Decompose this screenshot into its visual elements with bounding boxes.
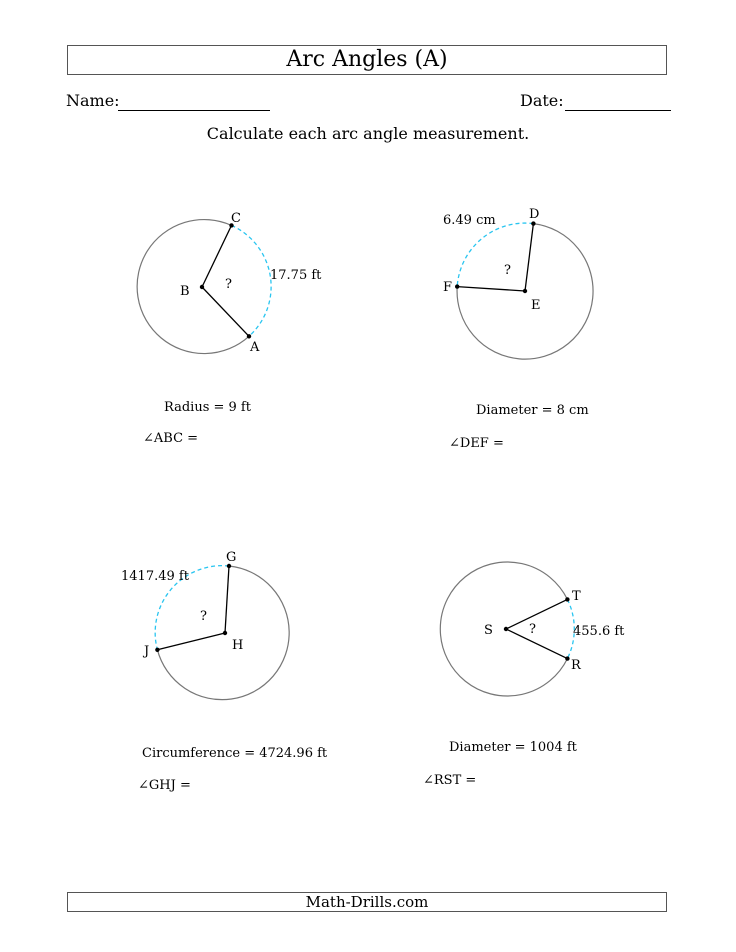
label-f: F xyxy=(443,280,453,295)
radius-2b xyxy=(457,287,525,291)
label-r: R xyxy=(571,658,581,673)
point-s xyxy=(504,627,508,631)
arc-length-4: 455.6 ft xyxy=(573,624,625,639)
radius-4a xyxy=(506,599,567,629)
arc-length-3: 1417.49 ft xyxy=(121,569,189,584)
date-label: Date: xyxy=(520,91,564,110)
footer: Math-Drills.com xyxy=(67,892,667,912)
answer-label-1: ∠ABC = xyxy=(143,431,199,446)
question-mark-4: ? xyxy=(529,622,536,637)
arc-2 xyxy=(457,223,533,287)
arc-1 xyxy=(232,225,272,336)
problem-4-figure xyxy=(440,562,625,696)
label-g: G xyxy=(226,550,237,565)
label-t: T xyxy=(572,589,581,604)
point-d xyxy=(531,221,535,225)
label-e: E xyxy=(531,298,541,313)
given-4: Diameter = 1004 ft xyxy=(449,740,577,755)
problem-1-figure xyxy=(137,211,322,355)
answer-label-2: ∠DEF = xyxy=(449,436,504,451)
point-j xyxy=(155,648,159,652)
point-e xyxy=(523,289,527,293)
instructions: Calculate each arc angle measurement. xyxy=(206,124,530,143)
answer-label-4: ∠RST = xyxy=(423,773,477,788)
point-h xyxy=(223,631,227,635)
arc-length-2: 6.49 cm xyxy=(443,213,496,228)
arc-length-1: 17.75 ft xyxy=(270,268,322,283)
radius-2a xyxy=(525,224,533,291)
label-b: B xyxy=(180,284,190,299)
given-3: Circumference = 4724.96 ft xyxy=(142,746,328,761)
label-j: J xyxy=(144,644,150,659)
radius-1b xyxy=(202,287,249,336)
worksheet-title: Arc Angles (A) xyxy=(67,45,667,75)
radius-3a xyxy=(225,566,229,633)
answer-label-3: ∠GHJ = xyxy=(138,778,191,793)
point-f xyxy=(455,284,459,288)
problem-2-figure xyxy=(443,207,593,359)
question-mark-3: ? xyxy=(200,609,207,624)
label-h: H xyxy=(232,638,244,653)
circle-1 xyxy=(137,220,249,354)
given-1: Radius = 9 ft xyxy=(164,400,251,415)
label-c: C xyxy=(231,211,241,226)
question-mark-1: ? xyxy=(225,277,232,292)
label-a: A xyxy=(250,340,260,355)
name-label: Name: xyxy=(66,91,120,110)
problem-3-figure xyxy=(121,550,289,700)
point-b xyxy=(200,285,204,289)
given-2: Diameter = 8 cm xyxy=(476,403,589,418)
point-a xyxy=(247,334,251,338)
question-mark-2: ? xyxy=(504,263,511,278)
label-s: S xyxy=(484,623,493,638)
point-r xyxy=(565,656,569,660)
radius-3b xyxy=(157,633,225,650)
point-t xyxy=(565,597,569,601)
radius-4b xyxy=(506,629,567,659)
label-d: D xyxy=(529,207,540,222)
